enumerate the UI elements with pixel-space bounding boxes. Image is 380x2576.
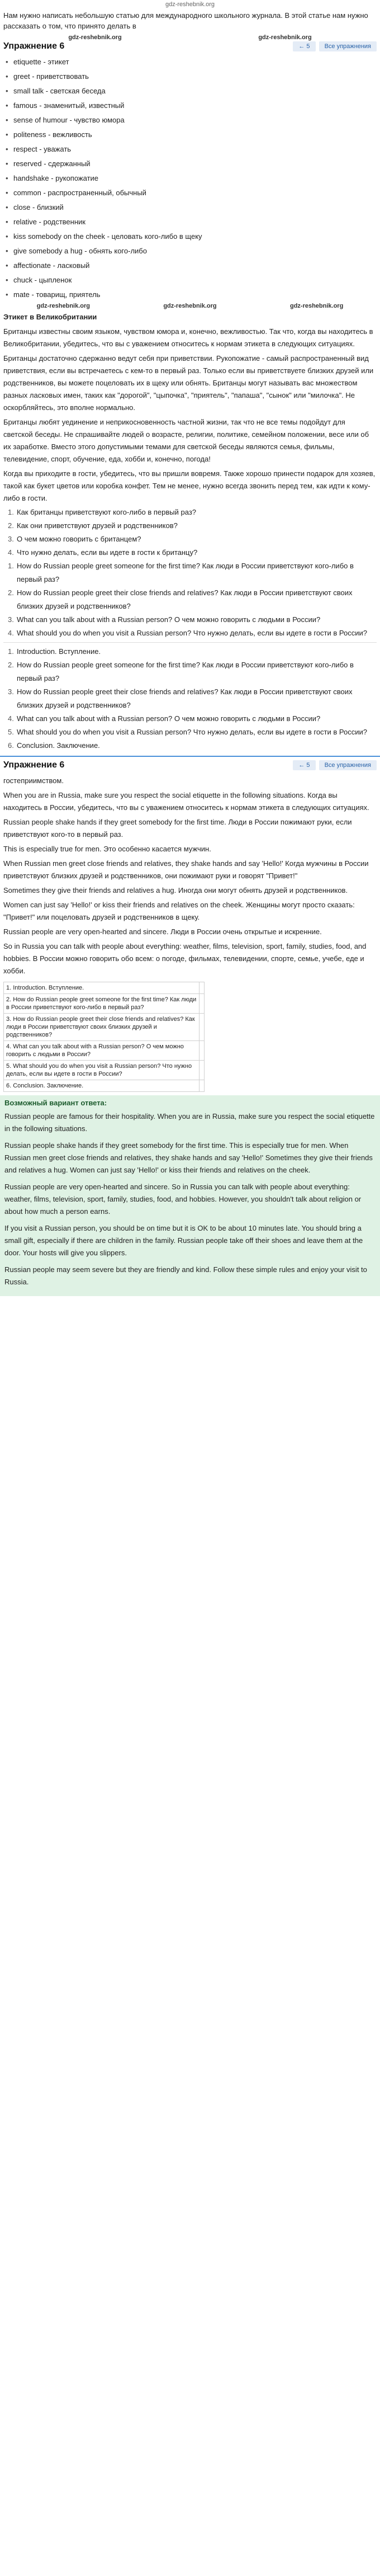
article-paragraph: Британцы достаточно сдержанно ведут себя при приветствии. Рукопожатие - самый распространенный вид приветствия, если вы встречаетесь с кем-то в первый раз. Только если вы приветствуете близких друзей или родственников, вы можете поцеловать их в щеку или обнять. Британцы могут называть вас множеством разных ласковых имен, таких как "дорогой", "цыпочка", "приятель", "папаша", "сынок" или "милочка". Не оскорбляйтесь, это вполне нормально.: [3, 354, 374, 412]
table-cell: 1. Introduction. Вступление.: [4, 982, 200, 994]
vocab-item: • mate - товарищ, приятель: [6, 288, 374, 302]
plan-item: [8, 613, 377, 627]
item-text: How do Russian people greet someone for the first time? Как люди в России приветствуют кого-либо в первый раз?: [17, 562, 354, 583]
item-text: Что нужно делать, если вы идете в гости к британцу?: [17, 548, 198, 557]
plan2-item: [8, 658, 377, 685]
article-paragraph: Этикет в Великобритании: [3, 313, 97, 321]
item-number: 5.: [8, 728, 14, 736]
item-number: 4.: [8, 548, 14, 557]
table-cell: [200, 1041, 205, 1061]
answer-paragraph: If you visit a Russian person, you should be on time but it is OK to be about 10 minutes late. You should bring a small gift, especially if there are children in the family. Russian people take off their shoes and leave them at the door. Your hosts will give you slippers.: [4, 1224, 363, 1257]
item-text: How do Russian people greet their close friends and relatives? Как люди в России приветствуют своих близких друзей и родственников?: [17, 687, 353, 709]
item-number: 2.: [8, 588, 14, 597]
answer-paragraph: Russian people shake hands if they greet somebody for the first time. This is especially true for men. When Russian men greet close friends and relatives, they shake hands and say 'Hello!' Sometimes they give their friends and relatives a hug. Women can just say 'Hello!' or kiss their friends and relatives on the cheek.: [4, 1141, 373, 1174]
item-number: 1.: [8, 647, 14, 656]
question-item: [8, 533, 377, 546]
vocab-item: • reserved - сдержанный: [6, 157, 374, 171]
vocab-item: • affectionate - ласковый: [6, 258, 374, 273]
item-text: О чем можно говорить с британцем?: [17, 535, 141, 543]
article-en: [0, 788, 380, 978]
item-text: What can you talk about with a Russian person? О чем можно говорить с людьми в России?: [17, 714, 321, 723]
article-en-paragraph: Sometimes they give their friends and relatives a hug. Иногда они могут обнять друзей и родственников.: [3, 886, 348, 894]
prev-exercise-button[interactable]: ← 5: [293, 41, 315, 51]
article-en-paragraph: When Russian men greet close friends and relatives, they shake hands and say 'Hello!' Когда мужчины в России приветствуют близких друзей и родственников, они пожимают руки и говорят "Привет!": [3, 859, 369, 880]
vocab-item: • common - распространенный, обычный: [6, 186, 374, 200]
watermark-row: [0, 302, 380, 310]
table-cell: 4. What can you talk about with a Russian person? О чем можно говорить с людьми в России?: [4, 1041, 200, 1061]
table-row: [4, 1080, 205, 1092]
article-ru: [0, 310, 380, 506]
all-exercises-button[interactable]: Все упражнения: [319, 41, 377, 51]
top-watermark: gdz-reshebnik.org: [165, 1, 215, 8]
article-paragraph: Британцы любят уединение и неприкосновенность частной жизни, так что не все темы подойдут для светской беседы. Не спрашивайте людей о возрасте, религии, политике, семейном положении, весе или об их заработке. Вместо этого допустимыми темами для светской беседы являются семья, фильмы, телевидение, спорт, обучение, еда, хобби и, конечно, погода!: [3, 418, 369, 463]
hospitality-text: гостеприимством.: [3, 776, 64, 785]
plan-table: [3, 982, 205, 1092]
vocab-item: • small talk - светская беседа: [6, 84, 374, 98]
item-number: 3.: [8, 687, 14, 696]
prev-exercise-button[interactable]: ← 5: [293, 760, 315, 770]
question-item: [8, 519, 377, 533]
table-row: [4, 994, 205, 1014]
plan2-item: [8, 726, 377, 739]
item-number: 1.: [8, 562, 14, 570]
vocab-item: • handshake - рукопожатие: [6, 171, 374, 186]
item-number: 4.: [8, 629, 14, 637]
answer-block: [0, 1095, 380, 1296]
item-text: Introduction. Вступление.: [17, 647, 101, 656]
plan2-item: [8, 712, 377, 726]
plan2-item: [8, 685, 377, 712]
answer-paragraph: Russian people may seem severe but they are friendly and kind. Follow these simple rules and enjoy your visit to Russia.: [4, 1265, 367, 1286]
article-paragraph: Британцы известны своим языком, чувством юмора и, конечно, вежливостью. Так что, когда вы находитесь в Великобритании, убедитесь, что вы с уважением относитесь к нормам этикета в следующих ситуациях.: [3, 327, 373, 348]
vocab-item: • respect - уважать: [6, 142, 374, 157]
vocab-item: • kiss somebody on the cheek - целовать кого-либо в щеку: [6, 229, 374, 244]
item-number: 2.: [8, 521, 14, 530]
plan2-item: [8, 645, 377, 658]
intro-text: Нам нужно написать небольшую статью для международного школьного журнала. В этой статье нам нужно рассказать о том, что принято делать в: [3, 11, 368, 30]
table-cell: 5. What should you do when you visit a Russian person? Что нужно делать, если вы идете в гости в России?: [4, 1061, 200, 1080]
item-number: 6.: [8, 741, 14, 750]
item-number: 3.: [8, 615, 14, 624]
table-cell: [200, 994, 205, 1014]
exercise-title: Упражнение 6: [3, 41, 65, 51]
answer-paragraph: Russian people are very open-hearted and sincere. So in Russia you can talk with people about everything: weather, films, television, sport, family, studies, food, and hobbies. However, you shouldn't talk about religion or about how much a person earns.: [4, 1183, 362, 1216]
exercise-header: [3, 41, 377, 55]
table-cell: [200, 1014, 205, 1041]
vocab-item: • etiquette - этикет: [6, 55, 374, 69]
item-text: What should you do when you visit a Russian person? Что нужно делать, если вы идете в гости в России?: [17, 629, 367, 637]
item-text: What can you talk about with a Russian person? О чем можно говорить с людьми в России?: [17, 615, 321, 624]
exercise-nav: [293, 41, 377, 51]
item-number: 3.: [8, 535, 14, 543]
table-cell: 3. How do Russian people greet their close friends and relatives? Как люди в России приветствуют своих близких друзей и родственников?: [4, 1014, 200, 1041]
item-text: How do Russian people greet their close friends and relatives? Как люди в России приветствуют своих близких друзей и родственников?: [17, 588, 353, 610]
watermark: gdz-reshebnik.org: [289, 303, 344, 309]
table-cell: [200, 982, 205, 994]
table-row: [4, 1014, 205, 1041]
divider: [3, 642, 377, 643]
item-text: Как они приветствуют друзей и родственников?: [17, 521, 178, 530]
table-row: [4, 1061, 205, 1080]
plan-list: [0, 559, 380, 640]
question-item: [8, 506, 377, 519]
table-cell: [200, 1061, 205, 1080]
table-row: [4, 982, 205, 994]
article-en-paragraph: This is especially true for men. Это особенно касается мужчин.: [3, 845, 211, 853]
item-number: 2.: [8, 661, 14, 669]
vocab-item: • sense of humour - чувство юмора: [6, 113, 374, 128]
plan-item: [8, 627, 377, 640]
table-row: [4, 1041, 205, 1061]
watermark: gdz-reshebnik.org: [36, 303, 90, 309]
item-number: 4.: [8, 714, 14, 723]
plan-item: [8, 586, 377, 613]
article-paragraph: Когда вы приходите в гости, убедитесь, что вы пришли вовремя. Также хорошо принести подарок для хозяев, такой как букет цветов или коробка конфет. Тем не менее, нужно всегда звонить перед тем, как идти к кому-либо в гости.: [3, 469, 376, 502]
vocab-item: • chuck - цыпленок: [6, 273, 374, 288]
vocab-item: • greet - приветствовать: [6, 69, 374, 84]
watermark: gdz-reshebnik.org: [258, 34, 312, 41]
item-text: Conclusion. Заключение.: [17, 741, 100, 750]
article-en-paragraph: Russian people are very open-hearted and sincere. Люди в России очень открытые и искренние.: [3, 927, 322, 936]
exercise-header-2: [3, 760, 377, 774]
plan2-item: [8, 739, 377, 752]
section-separator: [0, 756, 380, 757]
plan2-list: [0, 645, 380, 752]
article-en-paragraph: So in Russia you can talk with people about everything: weather, films, television, sport, family, studies, food, and hobbies. В России можно говорить обо всем: о погоде, фильмах, телевидении, спорте, семье, учебе, еде и хобби.: [3, 942, 367, 975]
watermark: gdz-reshebnik.org: [163, 303, 217, 309]
table-cell: 2. How do Russian people greet someone for the first time? Как люди в России приветствуют кого-либо в первый раз?: [4, 994, 200, 1014]
question-item: [8, 546, 377, 559]
answer-paragraphs: [4, 1110, 376, 1288]
item-text: What should you do when you visit a Russian person? Что нужно делать, если вы идете в гости в России?: [17, 728, 367, 736]
article-en-paragraph: Russian people shake hands if they greet somebody for the first time. Люди в России пожимают руки, если приветствуют кого-то в первый раз.: [3, 818, 352, 839]
exercise-title-2: Упражнение 6: [3, 760, 65, 770]
table-cell: [200, 1080, 205, 1092]
vocab-item: • close - близкий: [6, 200, 374, 215]
vocab-list: [0, 55, 380, 302]
watermark-row: [0, 34, 380, 41]
article-en-paragraph: Women can just say 'Hello!' or kiss their friends and relatives on the cheek. Женщины могут просто сказать: "Привет!" или поцеловать друзей и родственников в щеку.: [3, 901, 355, 921]
vocab-item: • famous - знаменитый, известный: [6, 98, 374, 113]
all-exercises-button[interactable]: Все упражнения: [319, 760, 377, 770]
item-text: Как британцы приветствуют кого-либо в первый раз?: [17, 508, 197, 516]
table-cell: 6. Conclusion. Заключение.: [4, 1080, 200, 1092]
questions-ru-list: [0, 506, 380, 559]
vocab-item: • relative - родственник: [6, 215, 374, 229]
article-en-paragraph: When you are in Russia, make sure you respect the social etiquette in the following situations. Когда вы находитесь в России, убедитесь, что вы с уважением относитесь к нормам этикета в следующих ситуациях.: [3, 791, 369, 812]
item-number: 1.: [8, 508, 14, 516]
answer-title: Возможный вариант ответа:: [4, 1099, 107, 1107]
watermark: gdz-reshebnik.org: [68, 34, 122, 41]
plan-item: [8, 559, 377, 586]
exercise-nav-2: [293, 760, 377, 770]
vocab-item: • politeness - вежливость: [6, 128, 374, 142]
item-text: How do Russian people greet someone for the first time? Как люди в России приветствуют кого-либо в первый раз?: [17, 661, 354, 682]
vocab-item: • give somebody a hug - обнять кого-либо: [6, 244, 374, 258]
answer-paragraph: Russian people are famous for their hospitality. When you are in Russia, make sure you respect the social etiquette in the following situations.: [4, 1112, 375, 1133]
